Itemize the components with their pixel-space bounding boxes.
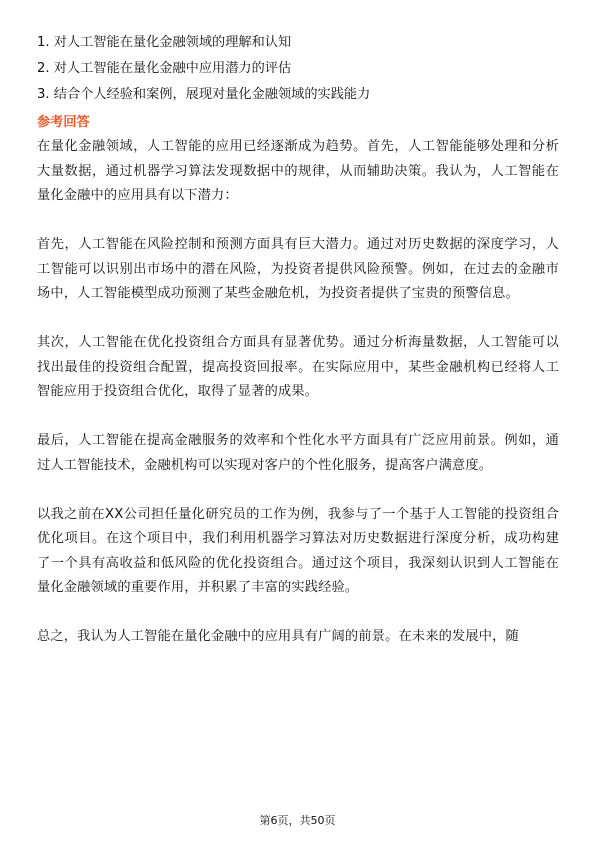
paragraph-spacer bbox=[37, 405, 559, 430]
page-content bbox=[37, 30, 559, 650]
criteria-item: 1. 对人工智能在量化金融领域的理解和认知 bbox=[37, 35, 292, 50]
answer-paragraph: 在量化金融领域，人工智能的应用已经逐渐成为趋势。首先，人工智能能够处理和分析大量数据，通过机器学习算法发现数据中的规律，从而辅助决策。我认为，人工智能在量化金融中的应用具有以下潜力： bbox=[37, 139, 559, 203]
criteria-item: 3. 结合个人经验和案例，展现对量化金融领域的实践能力 bbox=[37, 87, 371, 102]
criteria-item: 2. 对人工智能在量化金融中应用潜力的评估 bbox=[37, 61, 292, 76]
answer-paragraph: 总之，我认为人工智能在量化金融中的应用具有广阔的前景。在未来的发展中，随 bbox=[37, 629, 519, 644]
paragraph-spacer bbox=[37, 478, 559, 503]
answer-paragraph: 最后，人工智能在提高金融服务的效率和个性化水平方面具有广泛应用前景。例如，通过人工智能技术，金融机构可以实现对客户的个性化服务，提高客户满意度。 bbox=[37, 433, 559, 473]
answer-paragraph: 首先，人工智能在风险控制和预测方面具有巨大潜力。通过对历史数据的深度学习，人工智能可以识别出市场中的潜在风险，为投资者提供风险预警。例如，在过去的金融市场中，人工智能模型成功预测了某些金融危机，为投资者提供了宝贵的预警信息。 bbox=[37, 237, 559, 301]
paragraph-spacer bbox=[37, 307, 559, 332]
evaluation-criteria-list bbox=[37, 30, 559, 108]
answer-paragraph: 其次，人工智能在优化投资组合方面具有显著优势。通过分析海量数据，人工智能可以找出最佳的投资组合配置，提高投资回报率。在实际应用中，某些金融机构已经将人工智能应用于投资组合优化，取得了显著的成果。 bbox=[37, 335, 559, 399]
answer-paragraph: 以我之前在XX公司担任量化研究员的工作为例，我参与了一个基于人工智能的投资组合优化项目。在这个项目中，我们利用机器学习算法对历史数据进行深度分析，成功构建了一个具有高收益和低风险的优化投资组合。通过这个项目，我深刻认识到人工智能在量化金融领域的重要作用，并积累了丰富的实践经验。 bbox=[37, 506, 559, 595]
paragraph-spacer bbox=[37, 601, 559, 626]
answer-heading: 参考回答 bbox=[37, 115, 90, 130]
paragraph-spacer bbox=[37, 209, 559, 234]
page-number-footer: 第6页，共50页 bbox=[259, 814, 336, 827]
